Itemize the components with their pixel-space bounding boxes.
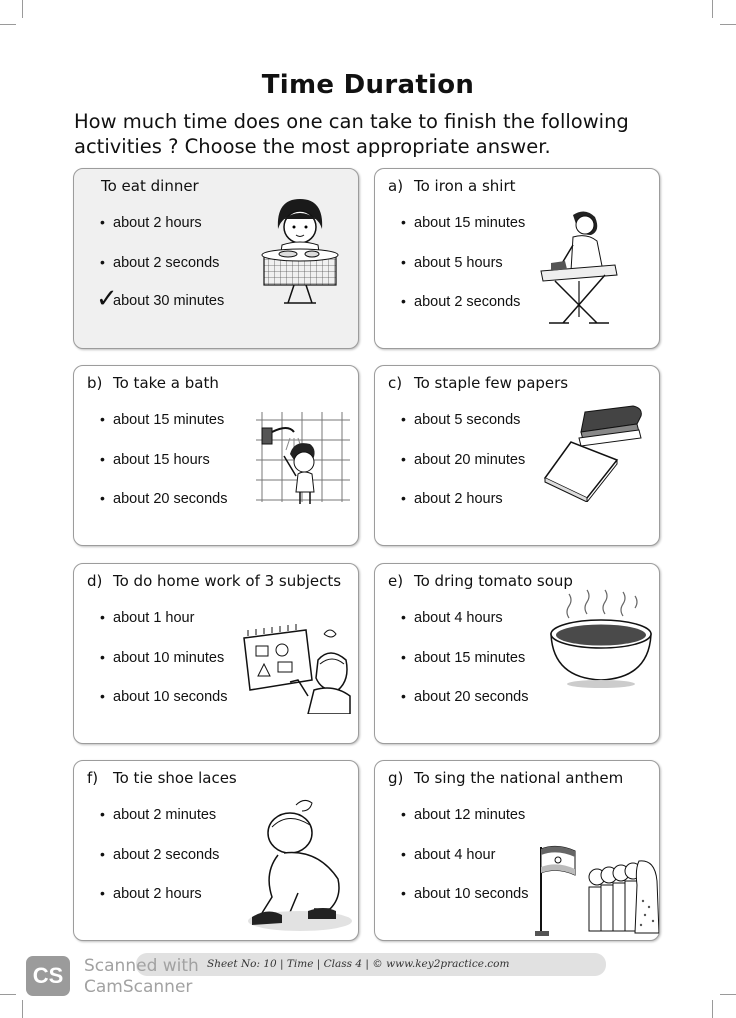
bullet: • <box>100 648 105 665</box>
question-card-c <box>374 365 660 546</box>
answer-option[interactable] <box>401 292 525 332</box>
question-card-a <box>374 168 660 349</box>
example-card <box>73 168 359 349</box>
answer-option-selected[interactable] <box>96 284 225 332</box>
option-list <box>401 410 525 529</box>
bullet: • <box>401 450 406 467</box>
crop-mark <box>712 1000 713 1018</box>
option-label: about 2 seconds <box>113 254 220 271</box>
option-label: about 20 minutes <box>414 451 526 468</box>
option-list <box>401 608 528 727</box>
activity-text: To dring tomato soup <box>414 572 573 590</box>
option-label: about 1 hour <box>113 610 195 626</box>
question-card-f <box>73 760 359 941</box>
bullet: • <box>401 806 406 822</box>
crop-mark <box>22 0 23 18</box>
answer-option[interactable] <box>401 489 525 529</box>
activity-title <box>87 769 237 787</box>
question-card-e <box>374 563 660 744</box>
bullet: • <box>401 214 406 230</box>
option-label: about 30 minutes <box>113 293 225 310</box>
question-letter: f) <box>87 769 99 787</box>
option-label: about 15 hours <box>113 451 210 468</box>
bullet: • <box>401 293 406 310</box>
activity-title <box>388 572 573 590</box>
bullet: • <box>401 411 406 427</box>
question-letter: c) <box>388 374 403 392</box>
bullet: • <box>100 806 105 822</box>
bullet: • <box>401 648 406 665</box>
instructions: How much time does one can take to finish the following activities ? Choose the most appropriate answer. <box>74 110 629 158</box>
option-list <box>401 805 528 924</box>
scanner-line1: Scanned with <box>84 956 199 976</box>
answer-option[interactable] <box>401 884 528 924</box>
activity-text: To take a bath <box>113 374 219 392</box>
activity-text: To iron a shirt <box>414 177 516 195</box>
option-label: about 4 hour <box>414 846 496 863</box>
question-letter: g) <box>388 769 404 787</box>
activity-title <box>87 572 341 590</box>
answer-option[interactable] <box>100 450 227 490</box>
page-title: Time Duration <box>261 70 475 100</box>
ironing-woman-icon <box>535 205 621 331</box>
bullet: • <box>401 490 406 507</box>
question-letter: a) <box>388 177 404 195</box>
answer-option[interactable] <box>100 253 224 293</box>
option-label: about 10 seconds <box>414 886 529 903</box>
answer-option[interactable] <box>401 648 528 688</box>
activity-text: To tie shoe laces <box>113 769 237 787</box>
bullet: • <box>100 253 105 270</box>
question-card-b <box>73 365 359 546</box>
crop-mark <box>0 24 16 25</box>
question-letter: e) <box>388 572 404 590</box>
activity-title <box>388 177 516 195</box>
crop-mark <box>720 24 736 25</box>
option-label: about 2 hours <box>414 491 503 508</box>
answer-option[interactable] <box>100 687 227 727</box>
bullet: • <box>100 609 105 625</box>
option-list <box>96 213 225 332</box>
question-letter: d) <box>87 572 103 590</box>
activity-text: To staple few papers <box>414 374 569 392</box>
option-list <box>100 805 219 924</box>
bullet: • <box>100 214 105 230</box>
option-label: about 15 minutes <box>414 215 526 231</box>
option-label: about 2 seconds <box>113 846 220 863</box>
bullet: • <box>100 885 105 902</box>
option-label: about 4 hours <box>414 610 503 626</box>
option-label: about 5 seconds <box>414 412 521 428</box>
answer-option[interactable] <box>100 608 227 648</box>
bullet: • <box>401 845 406 862</box>
answer-option[interactable] <box>100 805 219 845</box>
activity-title <box>87 374 219 392</box>
answer-option[interactable] <box>401 845 528 885</box>
option-label: about 10 seconds <box>113 689 228 706</box>
child-doing-homework-icon <box>238 624 354 714</box>
camscanner-watermark <box>84 956 199 998</box>
option-label: about 12 minutes <box>414 807 526 823</box>
bullet: • <box>100 688 105 705</box>
option-label: about 20 seconds <box>414 689 529 706</box>
bullet: • <box>401 253 406 270</box>
crop-mark <box>720 994 736 995</box>
activity-title <box>388 374 568 392</box>
option-label: about 2 minutes <box>113 807 217 823</box>
option-label: about 2 seconds <box>414 294 521 311</box>
activity-title <box>388 769 623 787</box>
bullet: • <box>401 885 406 902</box>
check-mark-icon: ✓ <box>96 284 118 315</box>
bullet: • <box>100 450 105 467</box>
answer-option[interactable] <box>401 450 525 490</box>
answer-option[interactable] <box>401 687 528 727</box>
bullet: • <box>100 845 105 862</box>
bullet: • <box>401 609 406 625</box>
footer-text: Sheet No: 10 | Time | Class 4 | © www.key2practice.com <box>207 958 510 970</box>
answer-option[interactable] <box>401 805 528 845</box>
answer-option[interactable] <box>100 489 227 529</box>
crop-mark <box>712 0 713 18</box>
answer-option[interactable] <box>401 410 525 450</box>
crop-mark <box>22 1000 23 1018</box>
activity-text: To sing the national anthem <box>414 769 624 787</box>
girl-eating-dinner-icon <box>250 193 342 309</box>
activity-title: To eat dinner <box>101 177 199 195</box>
stapler-icon <box>541 402 651 502</box>
option-label: about 15 minutes <box>113 412 225 428</box>
answer-option[interactable] <box>100 213 224 253</box>
option-list <box>401 213 525 332</box>
option-label: about 2 hours <box>113 215 202 231</box>
answer-option[interactable] <box>100 884 219 924</box>
option-label: about 5 hours <box>414 254 503 271</box>
question-card-g <box>374 760 660 941</box>
tying-shoe-laces-icon <box>238 797 354 933</box>
bullet: • <box>100 490 105 507</box>
answer-option[interactable] <box>401 253 525 293</box>
camscanner-logo: CS <box>26 956 70 996</box>
shower-bath-icon <box>254 410 352 506</box>
activity-text: To do home work of 3 subjects <box>113 572 342 590</box>
answer-option[interactable] <box>401 213 525 253</box>
option-list <box>100 410 227 529</box>
answer-option[interactable] <box>100 845 219 885</box>
option-label: about 2 hours <box>113 886 202 903</box>
soup-bowl-icon <box>547 586 655 690</box>
scanner-line2: CamScanner <box>84 977 193 997</box>
option-label: about 10 minutes <box>113 649 225 666</box>
answer-option[interactable] <box>401 608 528 648</box>
option-list <box>100 608 227 727</box>
question-card-d <box>73 563 359 744</box>
option-label: about 20 seconds <box>113 491 228 508</box>
answer-option[interactable] <box>100 410 227 450</box>
crop-mark <box>0 994 16 995</box>
bullet: • <box>401 688 406 705</box>
flag-and-children-icon <box>535 841 659 939</box>
option-label: about 15 minutes <box>414 649 526 666</box>
question-letter: b) <box>87 374 103 392</box>
bullet: • <box>100 411 105 427</box>
answer-option[interactable] <box>100 648 227 688</box>
